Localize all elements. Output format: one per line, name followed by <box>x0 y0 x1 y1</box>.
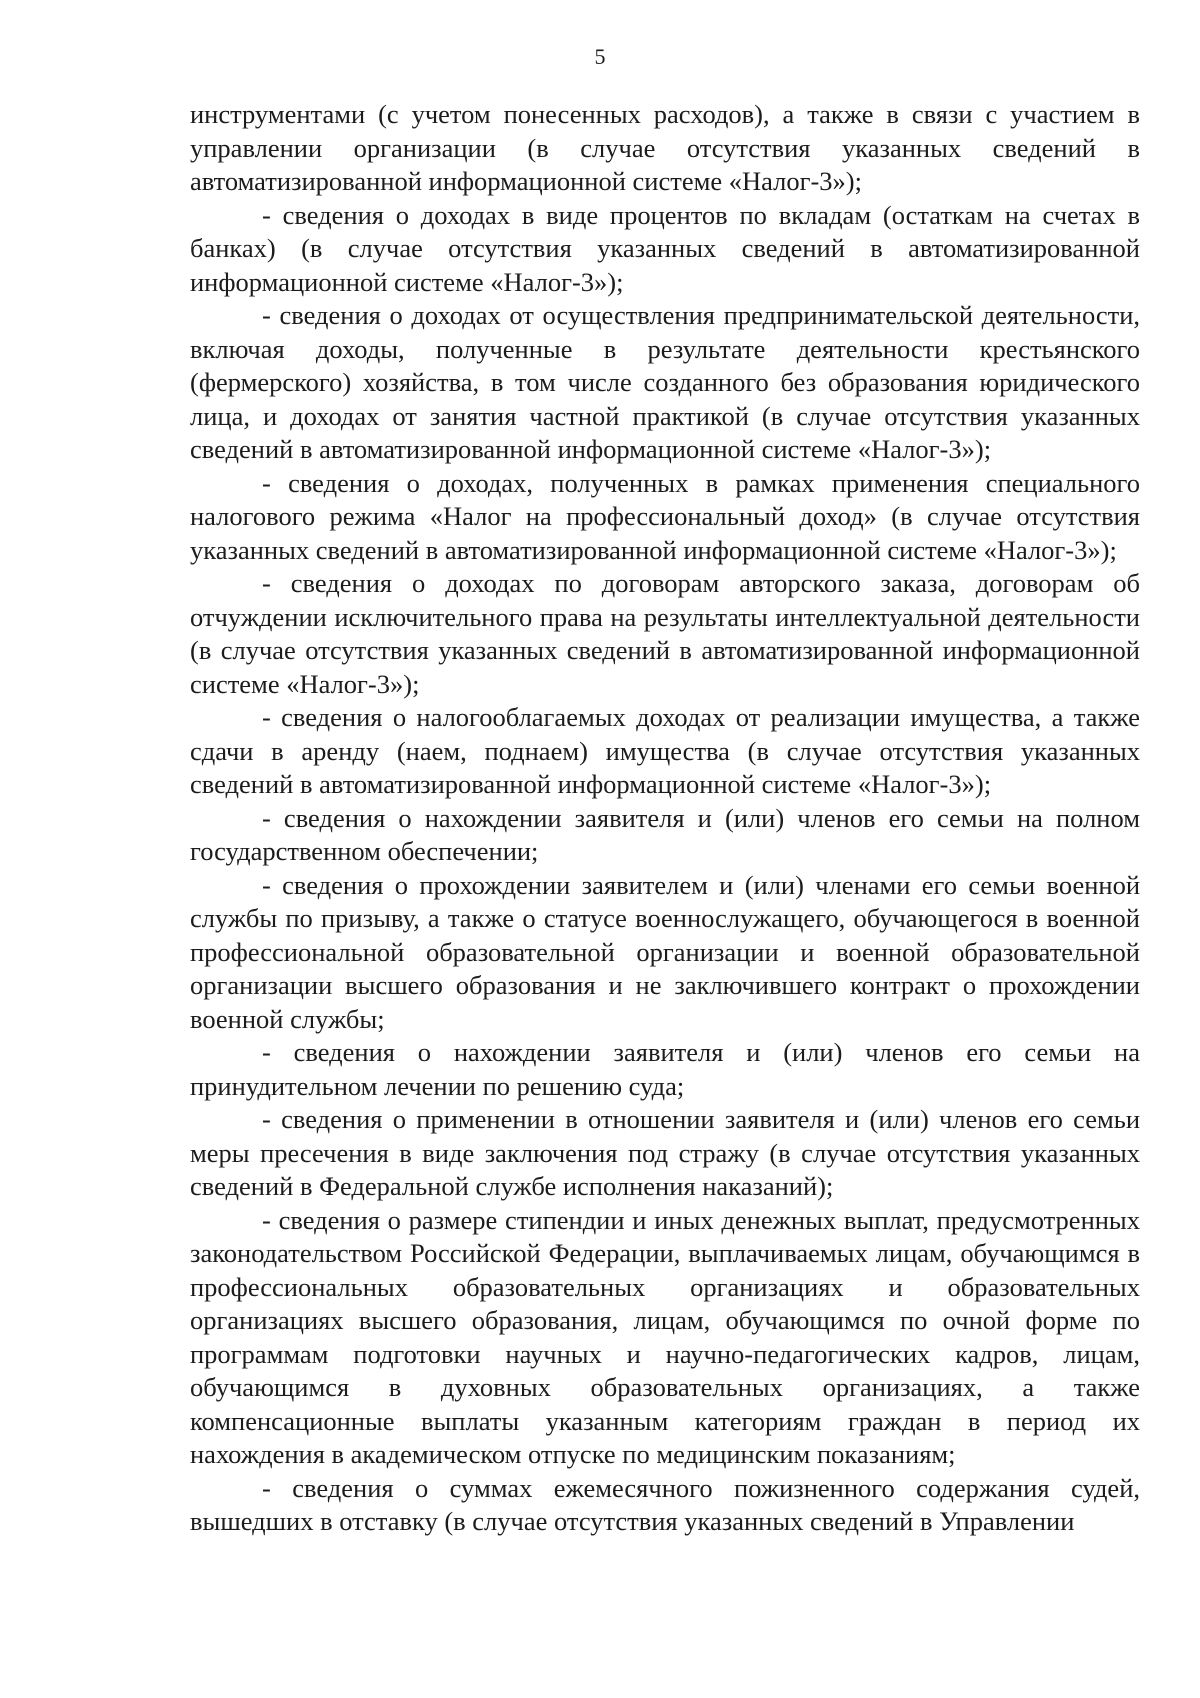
paragraph-compulsory-treatment: - сведения о нахождении заявителя и (или) членов его семьи на принудительном лечении по решению суда; <box>190 1037 1140 1101</box>
paragraph-detention: - сведения о применении в отношении заявителя и (или) членов его семьи меры пресечения в виде заключения под стражу (в случае отсутствия указанных сведений в Федеральной службе исполнения наказаний); <box>190 1104 1140 1201</box>
paragraph-state-support: - сведения о нахождении заявителя и (или) членов его семьи на полном государственном обеспечении; <box>190 802 1140 866</box>
paragraph-property-income: - сведения о налогооблагаемых доходах от реализации имущества, а также сдачи в аренду (наем, поднаем) имущества (в случае отсутствия указанных сведений в автоматизированной информационной системе «Налог-3»); <box>190 702 1140 799</box>
page-number: 5 <box>594 44 606 69</box>
paragraph-professional-income-tax: - сведения о доходах, полученных в рамках применения специального налогового режима «Налог на профессиональный доход» (в случае отсутствия указанных сведений в автоматизированной информационной системе «Налог-3»); <box>190 467 1140 565</box>
paragraph-deposit-interest: - сведения о доходах в виде процентов по вкладам (остаткам на счетах в банках) (в случае отсутствия указанных сведений в автоматизированной информационной системе «Налог-3»); <box>190 199 1140 297</box>
paragraph-military-service: - сведения о прохождении заявителем и (или) членами его семьи военной службы по призыву, а также о статусе военнослужащего, обучающегося в военной профессиональной образовательной организации и военной образовательной организации высшего образования и не заключившего контракт о прохождении военной службы; <box>190 869 1140 1034</box>
paragraph-copyright-income: - сведения о доходах по договорам авторского заказа, договорам об отчуждении исключительного права на результаты интеллектуальной деятельности (в случае отсутствия указанных сведений в автоматизированной информационной системе «Налог-3»); <box>190 568 1140 699</box>
paragraph-continuation: инструментами (с учетом понесенных расходов), а также в связи с участием в управлении организации (в случае отсутствия указанных сведений в автоматизированной информационной системе «Налог-3»); <box>190 99 1140 196</box>
paragraph-scholarship: - сведения о размере стипендии и иных денежных выплат, предусмотренных законодательством Российской Федерации, выплачиваемых лицам, обучающимся в профессиональных образовательных организациях и образовательных организациях высшего образования, лицам, обучающимся по очной форме по программам подготовки научных и научно-педагогических кадров, лицам, обучающимся в духовных образовательных организациях, а также компенсационные выплаты указанным категориям граждан в период их нахождения в академическом отпуске по медицинским показаниям; <box>190 1204 1140 1469</box>
document-body <box>190 98 1140 1539</box>
paragraph-judges-pension: - сведения о суммах ежемесячного пожизненного содержания судей, вышедших в отставку (в случае отсутствия указанных сведений в Управлении <box>190 1472 1140 1536</box>
paragraph-business-income: - сведения о доходах от осуществления предпринимательской деятельности, включая доходы, полученные в результате деятельности крестьянского (фермерского) хозяйства, в том числе созданного без образования юридического лица, и доходах от занятия частной практикой (в случае отсутствия указанных сведений в автоматизированной информационной системе «Налог-3»); <box>190 300 1140 464</box>
